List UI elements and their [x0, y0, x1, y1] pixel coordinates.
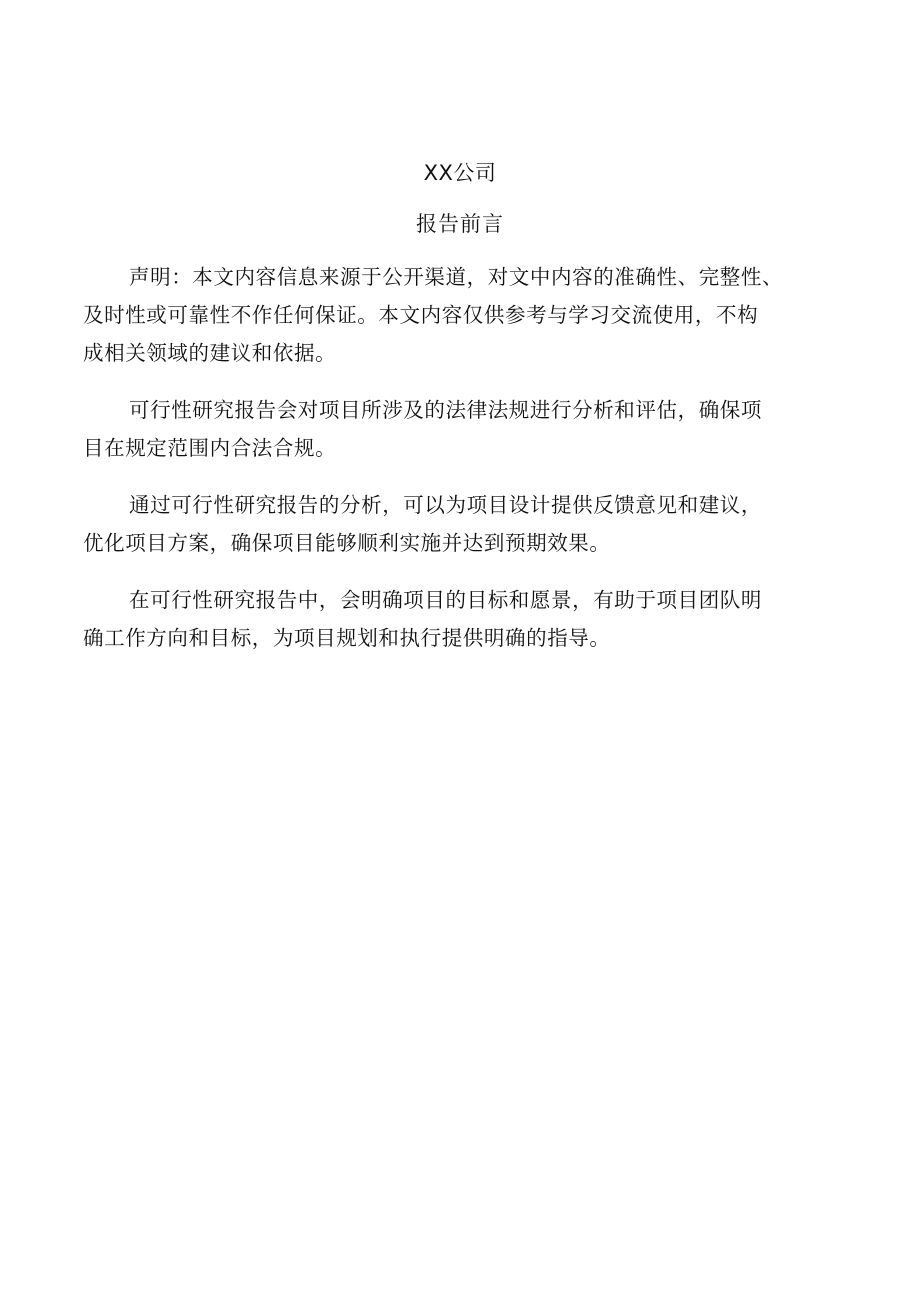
paragraph-line: 通过可行性研究报告的分析，可以为项目设计提供反馈意见和建议，	[129, 493, 762, 517]
page-title: 报告前言	[416, 212, 504, 236]
paragraph-line: 目在规定范围内合法合规。	[83, 436, 337, 460]
document-body	[83, 258, 843, 676]
body-paragraph	[83, 486, 843, 562]
company-name: XX公司	[423, 161, 497, 185]
paragraph-line: 成相关领域的建议和依据。	[83, 341, 337, 365]
paragraph-line: 可行性研究报告会对项目所涉及的法律法规进行分析和评估，确保项	[129, 398, 762, 422]
disclaimer-paragraph	[83, 258, 843, 372]
body-paragraph	[83, 581, 843, 657]
body-paragraph	[83, 391, 843, 467]
paragraph-line: 优化项目方案，确保项目能够顺利实施并达到预期效果。	[83, 531, 611, 555]
paragraph-line: 确工作方向和目标，为项目规划和执行提供明确的指导。	[83, 626, 611, 650]
paragraph-line: 及时性或可靠性不作任何保证。本文内容仅供参考与学习交流使用，不构	[83, 303, 759, 327]
paragraph-line: 在可行性研究报告中，会明确项目的目标和愿景，有助于项目团队明	[129, 588, 762, 612]
paragraph-line: 声明：本文内容信息来源于公开渠道，对文中内容的准确性、完整性、	[129, 265, 784, 289]
